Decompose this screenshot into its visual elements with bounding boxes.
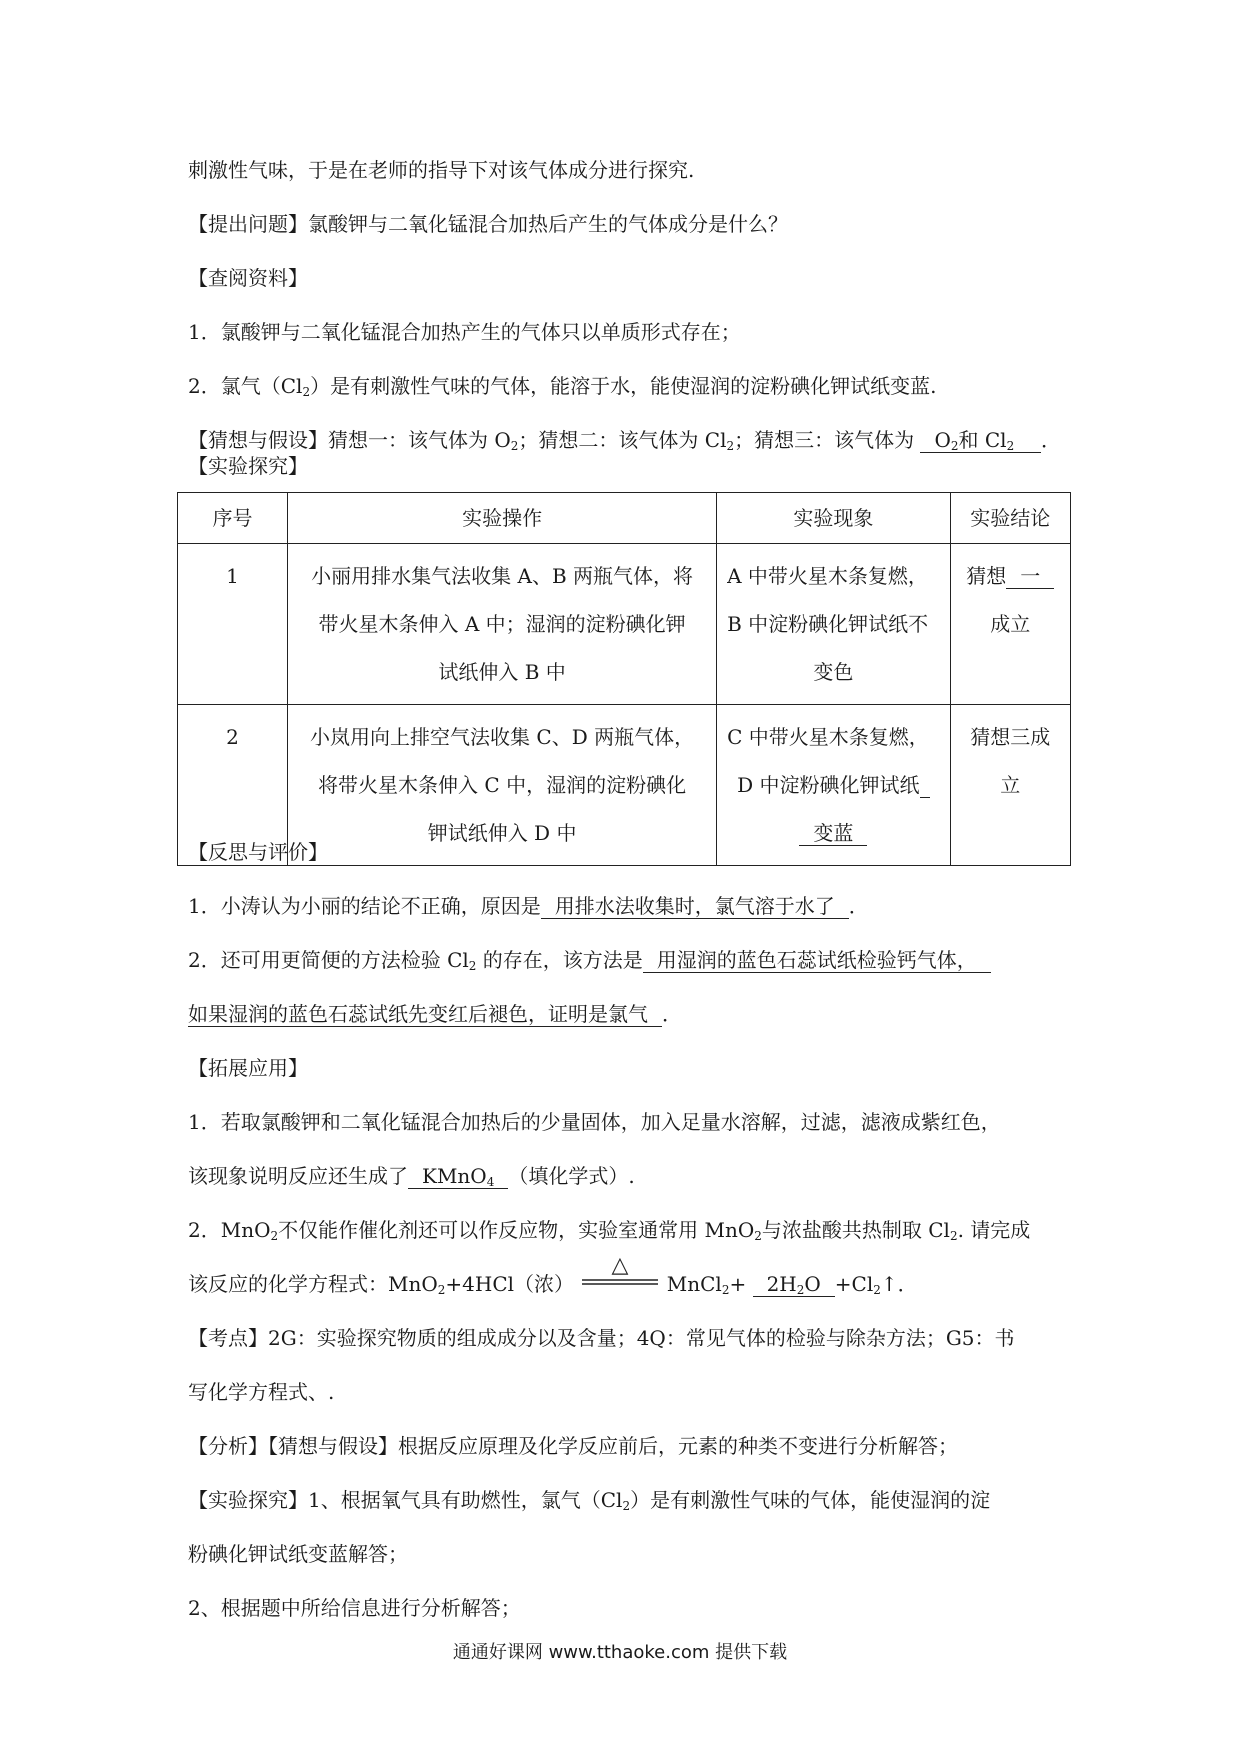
heat-triangle-icon: △ bbox=[611, 1252, 629, 1278]
text-line: 1．若取氯酸钾和二氧化锰混合加热后的少量固体，加入足量水溶解，过滤，滤液成紫红色， bbox=[188, 1110, 1001, 1134]
question-heading: 【提出问题】氯酸钾与二氧化锰混合加热后产生的气体成分是什么？ bbox=[188, 212, 788, 236]
column-header: 实验现象 bbox=[717, 493, 951, 544]
cell-number: 1 bbox=[178, 544, 288, 705]
cell-operation: 小岚用向上排空气法收集 C、D 两瓶气体， 将带火星木条伸入 C 中，湿润的淀粉碘化 钾试纸伸入 D 中 bbox=[288, 705, 717, 866]
text-line: 1．氯酸钾与二氧化锰混合加热产生的气体只以单质形式存在； bbox=[188, 320, 741, 344]
answer-blank: 如果湿润的蓝色石蕊试纸先变红后褪色，证明是氯气 bbox=[188, 1002, 662, 1027]
cell-operation: 小丽用排水集气法收集 A、B 两瓶气体，将 带火星木条伸入 A 中；湿润的淀粉碘化钾 试纸伸入 B 中 bbox=[288, 544, 717, 705]
cell-conclusion: 猜想三成 立 bbox=[950, 705, 1070, 866]
answer-blank: 用湿润的蓝色石蕊试纸检验钙气体， bbox=[643, 948, 991, 973]
footer-watermark: 通通好课网 www.tthaoke.com 提供下载 bbox=[452, 1642, 788, 1663]
cell-number: 2 bbox=[178, 705, 288, 866]
section-heading: 【实验探究】 bbox=[188, 454, 308, 478]
answer-blank: 变蓝 bbox=[799, 821, 867, 846]
answer-blank: 一 bbox=[1006, 564, 1054, 589]
table-header-row bbox=[178, 493, 1071, 544]
text-line: 【考点】2G：实验探究物质的组成成分以及含量；4Q：常见气体的检验与除杂方法；G5：书 bbox=[188, 1326, 1015, 1350]
column-header: 实验操作 bbox=[288, 493, 717, 544]
hypothesis-line: 【猜想与假设】猜想一：该气体为 $O_2$；猜想二：该气体为 $Cl_2$；猜想三：该气体为 $O_2$和 $Cl_2$ ． bbox=[188, 428, 1061, 453]
cell-phenomenon: C 中带火星木条复燃， D 中淀粉碘化钾试纸 变蓝 bbox=[717, 705, 951, 866]
table-row bbox=[178, 544, 1071, 705]
text-line: 2．氯气$(Cl_2)$是有刺激性气味的气体，能溶于水，能使湿润的淀粉碘化钾试纸变蓝. bbox=[188, 374, 937, 399]
section-heading: 【拓展应用】 bbox=[188, 1056, 308, 1080]
text-line: 刺激性气味，于是在老师的指导下对该气体成分进行探究. bbox=[188, 158, 695, 182]
equation-line: 该反应的化学方程式：MnO$_2$+4HCl（浓） △ MnCl$_2$+ $2H_2O$ $+Cl_2↑$． bbox=[188, 1270, 1068, 1300]
answer-blank: 用排水法收集时，氯气溶于水了 bbox=[541, 894, 849, 919]
cell-conclusion: 猜想 一 成立 bbox=[950, 544, 1070, 705]
answer-blank: $O_2$和 $Cl_2$ bbox=[920, 428, 1040, 453]
text-line: 该现象说明反应还生成了 KMnO$_4$ （填化学式）. bbox=[188, 1164, 635, 1189]
text-line: 粉碘化钾试纸变蓝解答； bbox=[188, 1542, 408, 1566]
reaction-condition-arrow bbox=[580, 1252, 660, 1300]
answer-blank: KMnO$_4$ bbox=[408, 1164, 508, 1189]
column-header: 实验结论 bbox=[950, 493, 1070, 544]
experiment-table bbox=[177, 492, 1071, 866]
text-line: 2、根据题中所给信息进行分析解答； bbox=[188, 1596, 521, 1620]
section-heading: 【查阅资料】 bbox=[188, 266, 308, 290]
text-line: 2．MnO$_2$不仅能作催化剂还可以作反应物，实验室通常用 MnO$_2$与浓盐酸共热制取 $Cl_2$. 请完成 bbox=[188, 1218, 1031, 1243]
text-line: 1．小涛认为小丽的结论不正确，原因是 用排水法收集时，氯气溶于水了 ． bbox=[188, 894, 869, 918]
answer-blank: $2H_2O$ bbox=[753, 1272, 835, 1297]
text-line: 【分析】【猜想与假设】根据反应原理及化学反应前后，元素的种类不变进行分析解答； bbox=[188, 1434, 958, 1458]
text-line: 【实验探究】1、根据氧气具有助燃性，氯气$(Cl_2)$是有刺激性气味的气体，能使湿润的淀 bbox=[188, 1488, 991, 1513]
text-line: 如果湿润的蓝色石蕊试纸先变红后褪色，证明是氯气 ． bbox=[188, 1002, 682, 1026]
cell-phenomenon: A 中带火星木条复燃， B 中淀粉碘化钾试纸不 变色 bbox=[717, 544, 951, 705]
text-line: 2．还可用更简便的方法检验 $Cl_2$ 的存在，该方法是 用湿润的蓝色石蕊试纸检验钙气体， bbox=[188, 946, 1068, 974]
section-heading: 【反思与评价】 bbox=[188, 840, 328, 864]
column-header: 序号 bbox=[178, 493, 288, 544]
text-line: 写化学方程式、. bbox=[188, 1380, 335, 1404]
